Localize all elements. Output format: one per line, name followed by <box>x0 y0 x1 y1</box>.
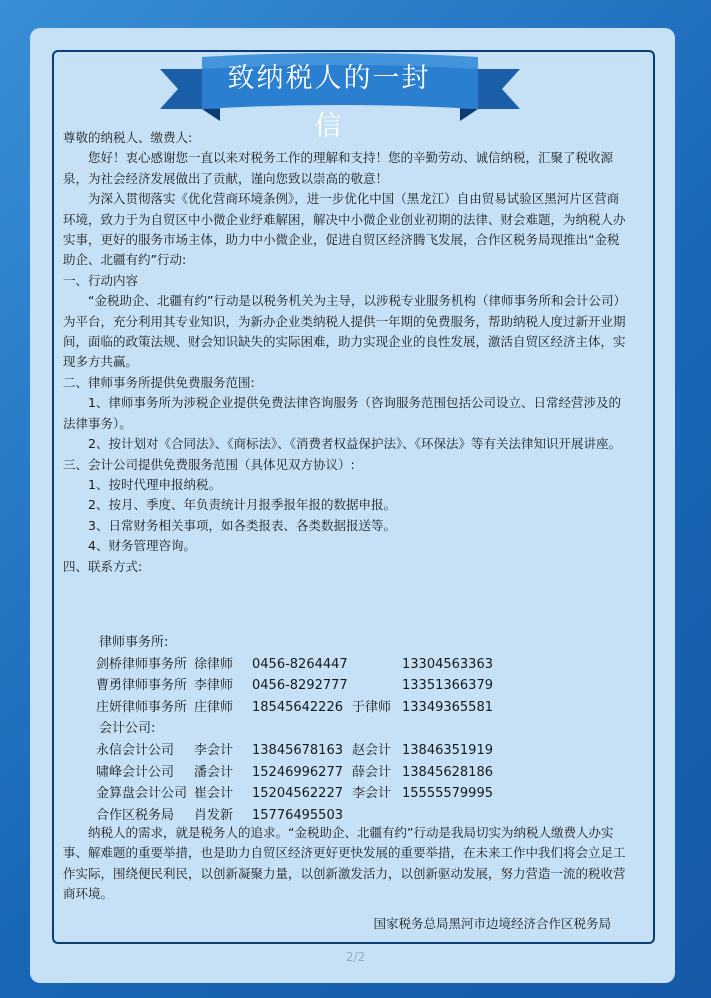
contact-phone: 0456-8264447 <box>252 656 348 672</box>
org-name: 庄妍律师事务所 <box>96 699 188 715</box>
contact-person: 于律师 <box>352 699 392 715</box>
org-name: 永信会计公司 <box>96 742 175 758</box>
contact-phone: 15246996277 <box>252 764 343 780</box>
intro-paragraph: 您好！衷心感谢您一直以来对税务工作的理解和支持！您的辛勤劳动、诚信纳税，汇聚了税收源泉，为社会经济发展做出了贡献，谨向您致以崇高的敬意！ <box>63 150 614 186</box>
list-item: 4、财务管理咨询。 <box>88 538 196 554</box>
contact-row <box>96 783 493 805</box>
list-item: 3、日常财务相关事项，如各类报表、各类数据报送等。 <box>88 517 396 533</box>
org-name: 曹勇律师事务所 <box>96 678 188 694</box>
contact-phone: 0456-8292777 <box>252 678 348 694</box>
list-item: 2、按月、季度、年负责统计月报季报年报的数据申报。 <box>88 497 396 513</box>
contact-person: 徐律师 <box>194 656 234 672</box>
list-item: 1、律师事务所为涉税企业提供免费法律咨询服务（咨询服务范围包括公司设立、日常经营涉及的法律事务）。 <box>63 395 621 431</box>
contact-phone: 15555579995 <box>402 786 493 802</box>
contact-row <box>96 654 493 676</box>
contact-phone: 13846351919 <box>402 742 493 758</box>
contact-phone: 15776495503 <box>252 807 343 823</box>
contact-row <box>96 675 493 697</box>
list-item: 2、按计划对《合同法》、《商标法》、《消费者权益保护法》、《环保法》等有关法律知识开展讲座。 <box>88 436 621 452</box>
contact-person: 肖发新 <box>194 807 234 823</box>
list-item: 1、按时代理申报纳税。 <box>88 476 221 492</box>
org-name: 合作区税务局 <box>96 807 175 823</box>
letter-body <box>63 128 630 577</box>
contact-row <box>96 762 493 784</box>
signature: 国家税务总局黑河市边境经济合作区税务局 <box>373 916 611 931</box>
contact-person: 李会计 <box>194 742 234 758</box>
contact-list <box>96 632 493 826</box>
closing-section <box>63 823 630 905</box>
contact-phone: 13351366379 <box>402 678 493 694</box>
letter-title: 致纳税人的一封信 <box>227 63 431 142</box>
org-name: 剑桥律师事务所 <box>96 656 188 672</box>
contact-person: 庄律师 <box>194 699 234 715</box>
accounting-heading: 会计公司: <box>99 721 156 737</box>
section-heading: 二、律师事务所提供免费服务范围: <box>63 374 255 390</box>
contact-row <box>96 740 493 762</box>
contact-person <box>352 675 402 697</box>
section-heading: 三、会计公司提供免费服务范围（具体见双方协议）: <box>63 456 355 472</box>
contact-row <box>96 697 493 719</box>
page-number: 2/2 <box>345 950 366 964</box>
closing-paragraph: 纳税人的需求，就是税务人的追求。“金税助企、北疆有约”行动是我局切实为纳税人缴费人办实事、解难题的重要举措，也是助力自贸区经济更好更快发展的重要举措，在未来工作中我们将会立足工作实际，围绕便民利民，以创新凝聚力量，以创新激发活力，以创新驱动发展，努力营造一流的税收营商环境。 <box>63 825 626 902</box>
section-text: “金税助企、北疆有约”行动是以税务机关为主导，以涉税专业服务机构（律师事务所和会计公司）为平台，充分利用其专业知识，为新办企业类纳税人提供一年期的免费服务，帮助纳税人度过新开业期间，面临的政策法规、财会知识缺失的实际困难，助力实现企业的良性发展，激活自贸区经济主体，实现多方共赢。 <box>63 293 626 370</box>
org-name: 啸峰会计公司 <box>96 764 175 780</box>
contact-person: 李律师 <box>194 678 234 694</box>
greeting: 尊敬的纳税人、缴费人: <box>63 130 193 145</box>
contact-phone: 13304563363 <box>402 656 493 672</box>
contact-phone: 13349365581 <box>402 699 493 715</box>
contact-person: 薛会计 <box>352 764 392 780</box>
contact-person: 李会计 <box>352 786 392 802</box>
contact-phone: 13845678163 <box>252 742 343 758</box>
org-name: 金算盘会计公司 <box>96 786 188 802</box>
contact-phone: 18545642226 <box>252 699 343 715</box>
contact-person <box>352 654 402 676</box>
contact-person: 潘会计 <box>194 764 234 780</box>
contact-person: 崔会计 <box>194 786 234 802</box>
contact-phone: 15204562227 <box>252 786 343 802</box>
contact-person: 赵会计 <box>352 742 392 758</box>
intro-paragraph: 为深入贯彻落实《优化营商环境条例》，进一步优化中国（黑龙江）自由贸易试验区黑河片区营商环境，致力于为自贸区中小微企业纾难解困，解决中小微企业创业初期的法律、财会难题，为纳税人办实事，更好的服务市场主体，助力中小微企业，促进自贸区经济腾飞发展，合作区税务局现推出“金税助企、北疆有约”行动: <box>63 191 626 268</box>
section-heading: 四、联系方式: <box>63 558 143 574</box>
section-heading: 一、行动内容 <box>63 272 139 288</box>
contact-phone: 13845628186 <box>402 764 493 780</box>
law-firms-heading: 律师事务所: <box>99 635 169 650</box>
